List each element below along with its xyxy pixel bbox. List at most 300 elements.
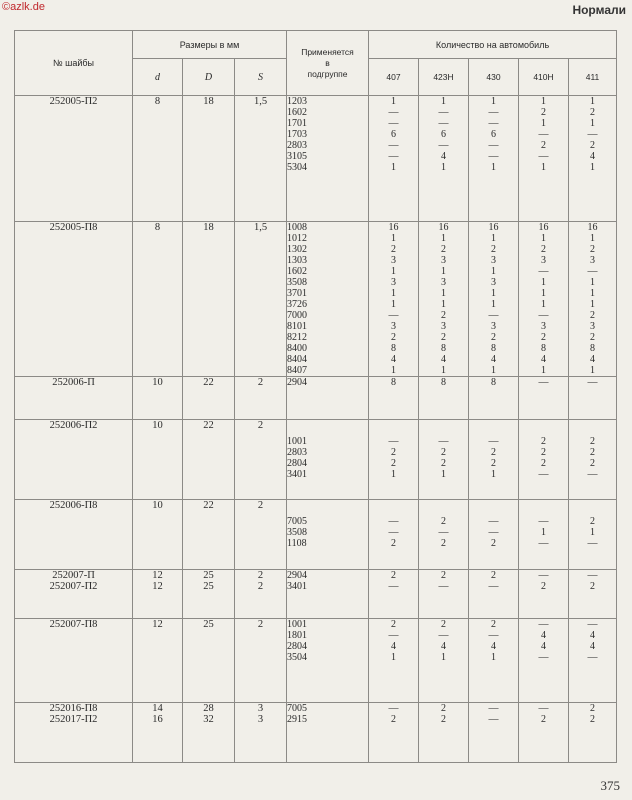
qty-411: 3	[590, 255, 596, 266]
qty-410n: 1	[541, 288, 546, 299]
washer-number-cell	[15, 619, 133, 703]
qty-411: 4	[590, 630, 596, 641]
washer-number: 252005-П8	[49, 222, 98, 233]
qty-410n: 4	[541, 630, 546, 641]
qty-407-cell	[369, 500, 419, 570]
qty-407-cell	[369, 222, 419, 377]
dim-S: 2	[257, 500, 264, 511]
subgroup-codes: 8407	[287, 365, 307, 376]
used-in-line-3: подгруппе	[307, 68, 348, 79]
table-row	[15, 96, 617, 222]
qty-430: —	[488, 516, 499, 527]
qty-407: 1	[391, 266, 396, 277]
used-in-line-2: в	[325, 57, 330, 68]
qty-411: 1	[590, 288, 596, 299]
dim-S-cell	[235, 96, 287, 222]
qty-411: 2	[590, 516, 596, 527]
section-title: Нормали	[572, 3, 626, 17]
subgroup-codes-cell	[287, 96, 369, 222]
subgroup-codes: 2803	[287, 447, 307, 458]
qty-430: —	[488, 436, 499, 447]
dim-d: 10	[152, 500, 163, 511]
qty-423n: 1	[441, 266, 446, 277]
qty-410n-cell	[519, 420, 569, 500]
qty-410n: 1	[541, 299, 546, 310]
qty-411: —	[587, 266, 598, 277]
qty-407: 2	[391, 447, 396, 458]
dim-D-cell	[183, 570, 235, 619]
subgroup-codes: 2804	[287, 458, 307, 469]
washer-number: 252006-П2	[49, 420, 98, 431]
qty-407-cell	[369, 703, 419, 763]
qty-410n: 2	[541, 447, 546, 458]
subgroup-codes: 3508	[287, 277, 307, 288]
qty-430: 4	[491, 641, 496, 652]
qty-430: —	[488, 310, 499, 321]
dim-d-cell	[133, 420, 183, 500]
qty-410n-cell	[519, 619, 569, 703]
qty-407: 1	[391, 299, 396, 310]
qty-411: —	[587, 377, 598, 388]
subgroup-codes: 1303	[287, 255, 307, 266]
qty-423n: 2	[441, 310, 446, 321]
col-dim-D: D	[183, 59, 235, 96]
qty-407: 4	[391, 354, 396, 365]
dim-S: 2	[257, 581, 264, 592]
subgroup-codes: 1012	[287, 233, 307, 244]
qty-407: —	[388, 151, 399, 162]
dim-d: 12	[152, 581, 163, 592]
qty-411: 8	[590, 343, 596, 354]
qty-410n: 1	[541, 162, 546, 173]
qty-430: —	[488, 151, 499, 162]
qty-411-cell	[569, 500, 617, 570]
qty-411: 2	[590, 332, 596, 343]
qty-430: 2	[491, 458, 496, 469]
washer-number-cell	[15, 570, 133, 619]
qty-411: 2	[590, 244, 596, 255]
qty-410n: 4	[541, 641, 546, 652]
col-dim-S: S	[235, 59, 287, 96]
qty-411: 2	[590, 140, 596, 151]
subgroup-codes-cell	[287, 703, 369, 763]
qty-430-cell	[469, 619, 519, 703]
dim-S: 2	[257, 420, 264, 431]
qty-411: 2	[590, 581, 596, 592]
qty-411-cell	[569, 420, 617, 500]
qty-407: —	[388, 516, 399, 527]
qty-423n: 2	[441, 244, 446, 255]
subgroup-codes: 3726	[287, 299, 307, 310]
qty-407: 1	[391, 162, 396, 173]
qty-410n: 2	[541, 332, 546, 343]
qty-411: 16	[587, 222, 598, 233]
qty-430: 8	[491, 377, 496, 388]
qty-411-cell	[569, 570, 617, 619]
subgroup-codes: 2904	[287, 377, 307, 388]
subgroup-codes: 2904	[287, 570, 307, 581]
qty-410n: 1	[541, 96, 546, 107]
dim-d: 8	[154, 96, 161, 107]
qty-430: 1	[491, 365, 496, 376]
washer-number: 252007-П8	[49, 619, 98, 630]
dim-d: 16	[152, 714, 163, 725]
qty-423n: 2	[441, 619, 446, 630]
col-model-430: 430	[469, 59, 519, 96]
qty-410n: 3	[541, 321, 546, 332]
dim-S: 2	[257, 377, 264, 388]
qty-411: 2	[590, 703, 596, 714]
qty-410n: 1	[541, 365, 546, 376]
qty-411: 1	[590, 118, 596, 129]
qty-410n: 2	[541, 244, 546, 255]
dim-D: 22	[203, 377, 214, 388]
dim-d: 10	[152, 377, 163, 388]
qty-430: 2	[491, 244, 496, 255]
table-row	[15, 500, 617, 570]
dim-d: 10	[152, 420, 163, 431]
dim-S: 3	[257, 714, 264, 725]
qty-430: 2	[491, 447, 496, 458]
qty-423n: 1	[441, 96, 446, 107]
qty-407: 3	[391, 321, 396, 332]
subgroup-codes: 1602	[287, 107, 307, 118]
qty-407: 2	[391, 458, 396, 469]
col-quantity: Количество на автомобиль	[369, 31, 617, 59]
qty-423n: 1	[441, 299, 446, 310]
subgroup-codes: 1008	[287, 222, 307, 233]
dim-S: 1,5	[253, 222, 268, 233]
qty-407: 3	[391, 255, 396, 266]
qty-430: 2	[491, 619, 496, 630]
subgroup-codes: 5304	[287, 162, 307, 173]
qty-411: 4	[590, 641, 596, 652]
qty-407: 2	[391, 538, 396, 549]
subgroup-codes: 1703	[287, 129, 307, 140]
qty-423n: 3	[441, 277, 446, 288]
qty-423n: 16	[438, 222, 449, 233]
washer-number-cell	[15, 420, 133, 500]
dim-D: 25	[203, 570, 214, 581]
qty-423n: 2	[441, 703, 446, 714]
qty-407: —	[388, 630, 399, 641]
washer-number: 252007-П2	[49, 581, 98, 592]
dim-S: 2	[257, 619, 264, 630]
dim-D-cell	[183, 619, 235, 703]
qty-410n: —	[538, 266, 549, 277]
subgroup-codes: 3105	[287, 151, 307, 162]
dim-D-cell	[183, 222, 235, 377]
subgroup-codes: 3701	[287, 288, 307, 299]
qty-411: —	[587, 619, 598, 630]
qty-407: 8	[391, 377, 396, 388]
subgroup-codes: 7005	[287, 516, 307, 527]
col-model-411: 411	[569, 59, 617, 96]
subgroup-codes: 8404	[287, 354, 307, 365]
qty-430-cell	[469, 703, 519, 763]
qty-410n: —	[538, 469, 549, 480]
dim-D-cell	[183, 703, 235, 763]
qty-411: 4	[590, 151, 596, 162]
washer-number: 252017-П2	[49, 714, 98, 725]
qty-411: 3	[590, 321, 596, 332]
qty-407: 1	[391, 288, 396, 299]
qty-423n-cell	[419, 703, 469, 763]
qty-410n: —	[538, 151, 549, 162]
qty-430: 1	[491, 652, 496, 663]
washer-number-cell	[15, 96, 133, 222]
qty-410n: 1	[541, 527, 546, 538]
qty-423n: 2	[441, 714, 446, 725]
qty-411: 1	[590, 527, 596, 538]
qty-423n: 2	[441, 458, 446, 469]
qty-430: 1	[491, 469, 496, 480]
subgroup-codes: 2804	[287, 641, 307, 652]
qty-430: 2	[491, 538, 496, 549]
dim-S-cell	[235, 420, 287, 500]
subgroup-codes: 1801	[287, 630, 307, 641]
dim-D-cell	[183, 500, 235, 570]
qty-407: 1	[391, 469, 396, 480]
dim-S: 1,5	[253, 96, 268, 107]
qty-430: 8	[491, 343, 496, 354]
qty-423n-cell	[419, 500, 469, 570]
qty-430: 1	[491, 288, 496, 299]
subgroup-codes: 8400	[287, 343, 307, 354]
washer-number-cell	[15, 377, 133, 420]
qty-407-cell	[369, 619, 419, 703]
qty-411: 1	[590, 365, 596, 376]
qty-410n: —	[538, 377, 549, 388]
dim-D: 28	[203, 703, 214, 714]
washer-number: 252016-П8	[49, 703, 98, 714]
dim-D: 32	[203, 714, 214, 725]
qty-407: 1	[391, 652, 396, 663]
qty-410n: 1	[541, 233, 546, 244]
qty-423n: 4	[441, 354, 446, 365]
dim-d-cell	[133, 570, 183, 619]
qty-407: 2	[391, 244, 396, 255]
qty-410n: 2	[541, 714, 546, 725]
qty-410n: —	[538, 129, 549, 140]
qty-410n: 2	[541, 140, 546, 151]
qty-423n: 1	[441, 469, 446, 480]
col-model-423n: 423Н	[419, 59, 469, 96]
qty-423n-cell	[419, 619, 469, 703]
subgroup-codes: 2803	[287, 140, 307, 151]
qty-423n: 4	[441, 641, 446, 652]
subgroup-codes: 7000	[287, 310, 307, 321]
qty-423n: 8	[441, 343, 446, 354]
qty-423n: —	[438, 436, 449, 447]
qty-430: —	[488, 107, 499, 118]
qty-411: 2	[590, 458, 596, 469]
qty-430: 1	[491, 96, 496, 107]
qty-407: —	[388, 107, 399, 118]
qty-411: 1	[590, 299, 596, 310]
qty-411-cell	[569, 703, 617, 763]
washer-number-cell	[15, 500, 133, 570]
qty-410n: —	[538, 516, 549, 527]
qty-410n: 2	[541, 458, 546, 469]
qty-430: 2	[491, 332, 496, 343]
washer-number: 252005-П2	[49, 96, 98, 107]
qty-407: —	[388, 310, 399, 321]
table-row	[15, 703, 617, 763]
qty-410n: 8	[541, 343, 546, 354]
dim-d-cell	[133, 619, 183, 703]
qty-430: —	[488, 118, 499, 129]
dim-d: 12	[152, 570, 163, 581]
col-dim-d: d	[133, 59, 183, 96]
qty-430: 2	[491, 570, 496, 581]
qty-423n: —	[438, 581, 449, 592]
subgroup-codes: 8101	[287, 321, 307, 332]
used-in-line-1: Применяется	[301, 46, 354, 57]
subgroup-codes: 1001	[287, 619, 307, 630]
qty-423n: 2	[441, 538, 446, 549]
dim-D-cell	[183, 96, 235, 222]
qty-430: 1	[491, 299, 496, 310]
qty-423n-cell	[419, 377, 469, 420]
subgroup-codes: 1108	[287, 538, 307, 549]
qty-407: —	[388, 581, 399, 592]
washer-number: 252006-П8	[49, 500, 98, 511]
qty-410n-cell	[519, 96, 569, 222]
qty-407-cell	[369, 96, 419, 222]
qty-423n: —	[438, 140, 449, 151]
qty-407: —	[388, 703, 399, 714]
subgroup-codes: 1203	[287, 96, 307, 107]
qty-423n: 2	[441, 516, 446, 527]
washer-number-cell	[15, 703, 133, 763]
qty-411: 2	[590, 714, 596, 725]
qty-407: 6	[391, 129, 396, 140]
qty-423n: 1	[441, 233, 446, 244]
qty-407: —	[388, 436, 399, 447]
subgroup-codes: 1302	[287, 244, 307, 255]
washer-number: 252007-П	[52, 570, 95, 581]
qty-407: 16	[388, 222, 399, 233]
qty-430-cell	[469, 377, 519, 420]
qty-423n: 2	[441, 570, 446, 581]
qty-430: 1	[491, 233, 496, 244]
dim-S-cell	[235, 570, 287, 619]
qty-410n: —	[538, 310, 549, 321]
washer-table	[14, 30, 617, 763]
qty-410n: 2	[541, 436, 546, 447]
qty-423n-cell	[419, 222, 469, 377]
qty-423n: 1	[441, 652, 446, 663]
subgroup-codes: 7005	[287, 703, 307, 714]
table-row	[15, 222, 617, 377]
qty-411-cell	[569, 619, 617, 703]
dim-S-cell	[235, 619, 287, 703]
watermark: ©azlk.de	[2, 1, 45, 13]
dim-d: 14	[152, 703, 163, 714]
qty-407-cell	[369, 570, 419, 619]
qty-407-cell	[369, 420, 419, 500]
qty-407: 4	[391, 641, 396, 652]
dim-S-cell	[235, 703, 287, 763]
subgroup-codes: 3401	[287, 581, 307, 592]
qty-430: 3	[491, 277, 496, 288]
dim-d-cell	[133, 222, 183, 377]
qty-423n-cell	[419, 96, 469, 222]
subgroup-codes: 1602	[287, 266, 307, 277]
qty-423n-cell	[419, 570, 469, 619]
qty-423n: 1	[441, 365, 446, 376]
qty-423n: 3	[441, 255, 446, 266]
qty-423n: —	[438, 630, 449, 641]
qty-430-cell	[469, 570, 519, 619]
qty-411: 1	[590, 233, 596, 244]
qty-423n-cell	[419, 420, 469, 500]
subgroup-codes-cell	[287, 377, 369, 420]
qty-411: 1	[590, 96, 596, 107]
qty-430-cell	[469, 96, 519, 222]
qty-411: 4	[590, 354, 596, 365]
table-row	[15, 570, 617, 619]
qty-407: —	[388, 118, 399, 129]
col-sizes: Размеры в мм	[133, 31, 287, 59]
qty-410n: 2	[541, 581, 546, 592]
washer-number: 252006-П	[52, 377, 95, 388]
dim-D-cell	[183, 420, 235, 500]
dim-D: 18	[203, 96, 214, 107]
qty-410n-cell	[519, 570, 569, 619]
qty-423n: 6	[441, 129, 446, 140]
qty-410n-cell	[519, 500, 569, 570]
qty-423n: 1	[441, 162, 446, 173]
qty-410n: 4	[541, 354, 546, 365]
col-model-407: 407	[369, 59, 419, 96]
table-row	[15, 377, 617, 420]
dim-d: 12	[152, 619, 163, 630]
subgroup-codes: 8212	[287, 332, 307, 343]
qty-423n: 8	[441, 377, 446, 388]
qty-411: 2	[590, 447, 596, 458]
qty-430: 3	[491, 321, 496, 332]
qty-411: —	[587, 129, 598, 140]
qty-407: —	[388, 527, 399, 538]
qty-407: —	[388, 140, 399, 151]
washer-number-cell	[15, 222, 133, 377]
qty-430: —	[488, 630, 499, 641]
qty-430: 1	[491, 266, 496, 277]
dim-D: 22	[203, 500, 214, 511]
qty-407: 1	[391, 96, 396, 107]
qty-430: 16	[488, 222, 499, 233]
subgroup-codes-cell	[287, 222, 369, 377]
qty-410n: —	[538, 703, 549, 714]
qty-407: 3	[391, 277, 396, 288]
dim-D: 22	[203, 420, 214, 431]
qty-423n: 1	[441, 288, 446, 299]
qty-411-cell	[569, 222, 617, 377]
qty-423n: 3	[441, 321, 446, 332]
qty-407-cell	[369, 377, 419, 420]
qty-410n-cell	[519, 703, 569, 763]
qty-430: 3	[491, 255, 496, 266]
subgroup-codes: 3401	[287, 469, 307, 480]
qty-430: 4	[491, 354, 496, 365]
col-used-in	[287, 31, 369, 96]
table-row	[15, 420, 617, 500]
qty-410n-cell	[519, 222, 569, 377]
qty-411: —	[587, 652, 598, 663]
dim-D-cell	[183, 377, 235, 420]
